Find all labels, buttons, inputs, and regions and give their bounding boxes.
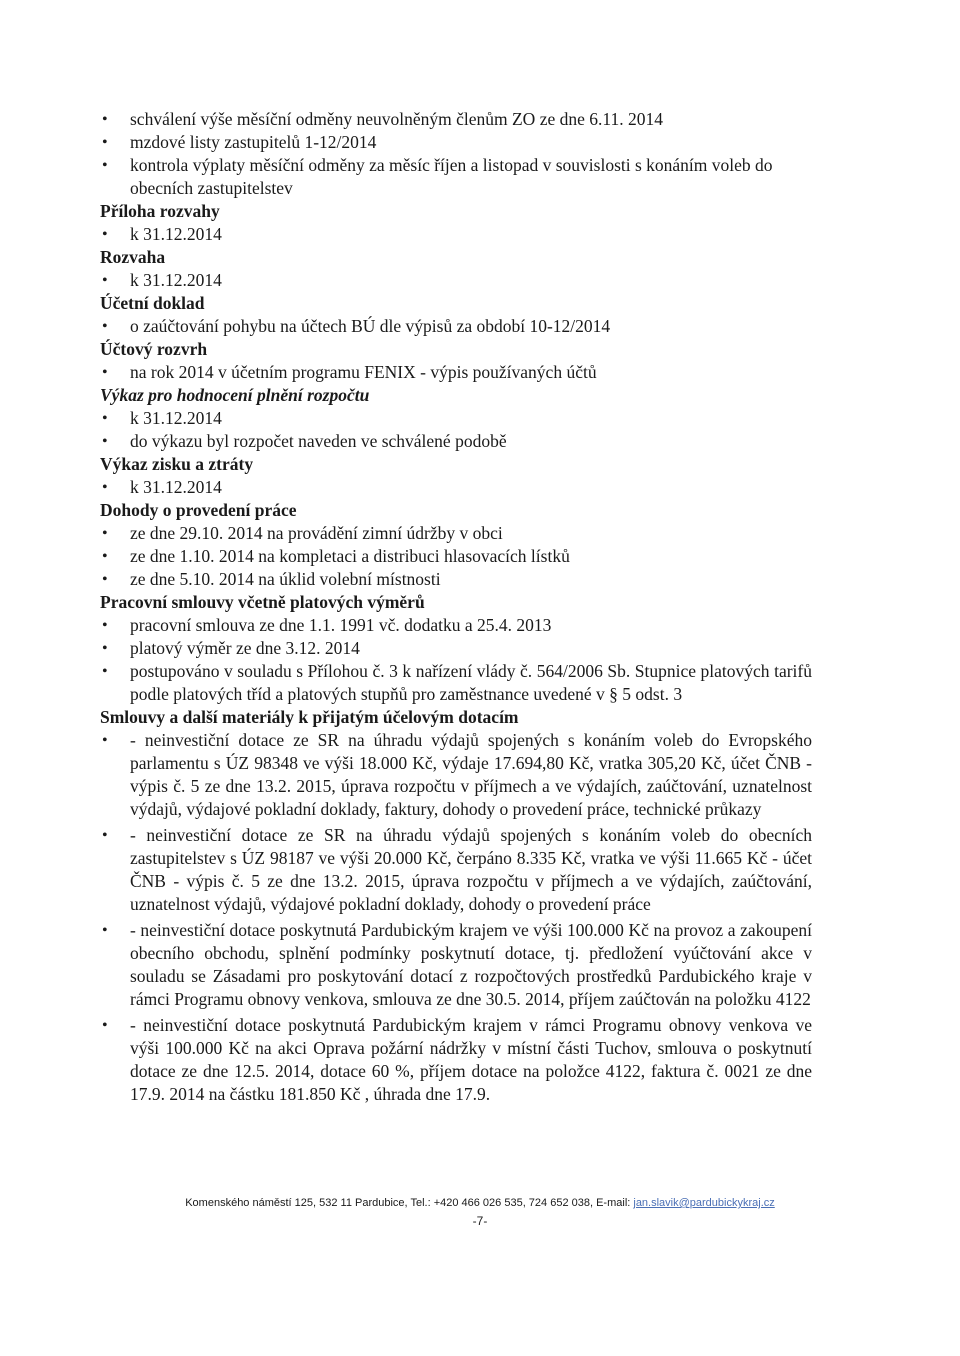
list-item: • k 31.12.2014 <box>100 223 812 246</box>
list-item: • kontrola výplaty měsíční odměny za měsíc říjen a listopad v souvislosti s konáním voleb do obecních zastupitelstev <box>100 154 812 200</box>
document-body <box>100 108 812 1106</box>
section-list-vykaz-rozpoctu <box>100 407 812 453</box>
list-item: • k 31.12.2014 <box>100 407 812 430</box>
footer-email-link[interactable]: jan.slavik@pardubickykraj.cz <box>633 1197 775 1209</box>
list-item: • - neinvestiční dotace ze SR na úhradu výdajů spojených s konáním voleb do obecních zastupitelstev s ÚZ 98187 ve výši 20.000 Kč, čerpáno 8.335 Kč, vratka ve výši 11.665 Kč - účet ČNB - výpis č. 5 ze dne 13.2. 2015, úprava rozpočtu v příjmech a ve výdajích, zaúčtování, uznatelnost výdajů, výdajové pokladní doklady, dohody o provedení práce <box>100 824 812 916</box>
list-item: • k 31.12.2014 <box>100 476 812 499</box>
section-heading-uctovy-rozvrh: Účtový rozvrh <box>100 339 208 359</box>
list-item: • - neinvestiční dotace poskytnutá Pardubickým krajem ve výši 100.000 Kč na provoz a zakoupení obecního obchodu, splnění podmínky poskytnutí dotace, tj. předložení vyúčtování akce v souladu se Zásadami pro poskytování dotací z rozpočtových prostředků Pardubického kraje v rámci Programu obnovy venkova, smlouva ze dne 30.5. 2014, příjem zaúčtován na položku 4122 <box>100 919 812 1011</box>
section-heading-dohody: Dohody o provedení práce <box>100 500 297 520</box>
section-list-ucetni-doklad <box>100 315 812 338</box>
list-item: • k 31.12.2014 <box>100 269 812 292</box>
section-list-pracovni-smlouvy <box>100 614 812 706</box>
list-item: • schválení výše měsíční odměny neuvolněným členům ZO ze dne 6.11. 2014 <box>100 108 812 131</box>
section-heading-smlouvy-dotace: Smlouvy a další materiály k přijatým účelovým dotacím <box>100 707 519 727</box>
section-list-smlouvy-dotace <box>100 729 812 1106</box>
list-item: • platový výměr ze dne 3.12. 2014 <box>100 637 812 660</box>
section-list-priloha <box>100 223 812 246</box>
list-item: • ze dne 1.10. 2014 na kompletaci a distribuci hlasovacích lístků <box>100 545 812 568</box>
section-heading-vykaz-rozpoctu: Výkaz pro hodnocení plnění rozpočtu <box>100 385 370 405</box>
list-item: • o zaúčtování pohybu na účtech BÚ dle výpisů za období 10-12/2014 <box>100 315 812 338</box>
section-heading-vykaz-zisku: Výkaz zisku a ztráty <box>100 454 254 474</box>
section-heading-ucetni-doklad: Účetní doklad <box>100 293 205 313</box>
list-item: • do výkazu byl rozpočet naveden ve schválené podobě <box>100 430 812 453</box>
page-footer <box>0 1196 960 1210</box>
list-item: • - neinvestiční dotace ze SR na úhradu výdajů spojených s konáním voleb do Evropského parlamentu s ÚZ 98348 ve výši 18.000 Kč, výdaje 17.694,80 Kč, vratka 305,20 Kč, účet ČNB - výpis č. 5 ze dne 13.2. 2015, úprava rozpočtu v příjmech a ve výdajích, zaúčtování, uznatelnost výdajů, výdajové pokladní doklady, faktury, dohody o provedení práce, technické průkazy <box>100 729 812 821</box>
list-item: • na rok 2014 v účetním programu FENIX - výpis používaných účtů <box>100 361 812 384</box>
section-heading-pracovni-smlouvy: Pracovní smlouvy včetně platových výměrů <box>100 592 425 612</box>
list-item: • ze dne 5.10. 2014 na úklid volební místnosti <box>100 568 812 591</box>
list-item: • postupováno v souladu s Přílohou č. 3 k nařízení vlády č. 564/2006 Sb. Stupnice platových tarifů podle platových tříd a platových stupňů pro zaměstnance uvedené v § 5 odst. 3 <box>100 660 812 706</box>
top-list <box>100 108 812 200</box>
list-item: • - neinvestiční dotace poskytnutá Pardubickým krajem v rámci Programu obnovy venkova ve výši 100.000 Kč na akci Oprava požární nádržky v místní části Tuchov, smlouva o poskytnutí dotace ze dne 12.5. 2014, dotace 60 %, příjem dotace na položce 4122, faktura č. 0021 ze dne 17.9. 2014 na částku 181.850 Kč , úhrada dne 17.9. <box>100 1014 812 1106</box>
list-item: • mzdové listy zastupitelů 1-12/2014 <box>100 131 812 154</box>
section-list-dohody <box>100 522 812 591</box>
section-list-vykaz-zisku <box>100 476 812 499</box>
list-item: • ze dne 29.10. 2014 na provádění zimní údržby v obci <box>100 522 812 545</box>
list-item: • pracovní smlouva ze dne 1.1. 1991 vč. dodatku a 25.4. 2013 <box>100 614 812 637</box>
footer-address: Komenského náměstí 125, 532 11 Pardubice, Tel.: +420 466 026 535, 724 652 038, E-mail: <box>185 1197 634 1209</box>
section-heading-rozvaha: Rozvaha <box>100 247 166 267</box>
section-heading-priloha: Příloha rozvahy <box>100 201 220 221</box>
section-list-uctovy-rozvrh <box>100 361 812 384</box>
section-list-rozvaha <box>100 269 812 292</box>
page-number: -7- <box>472 1214 488 1228</box>
